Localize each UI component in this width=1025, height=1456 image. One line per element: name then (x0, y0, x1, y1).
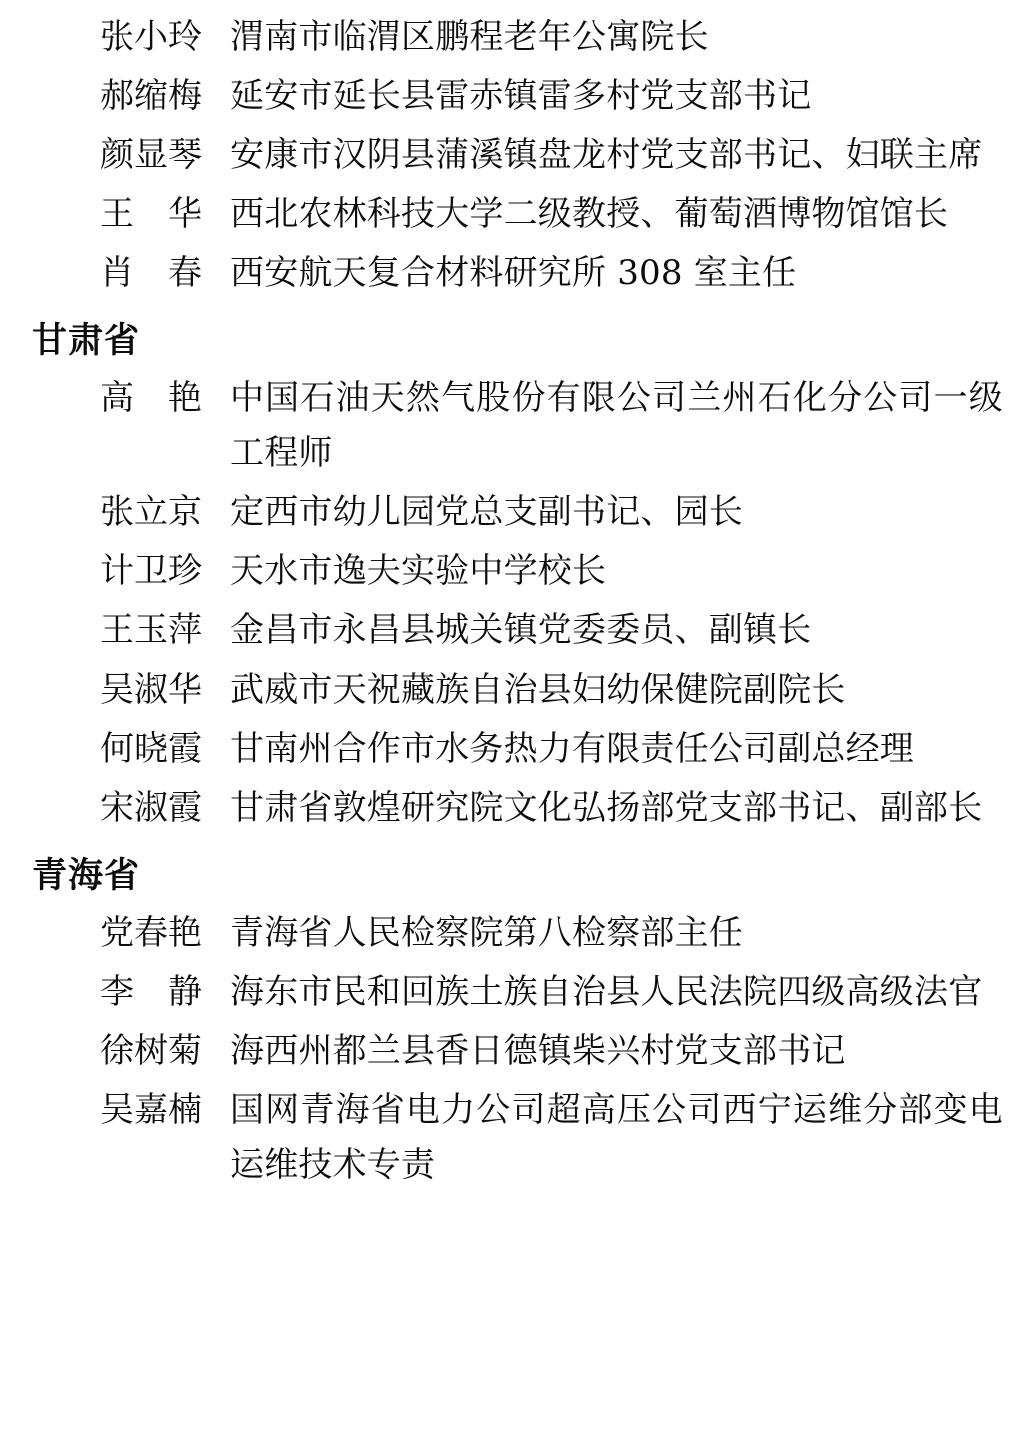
list-item (18, 371, 1003, 481)
list-item (18, 965, 1003, 1020)
list-item (18, 1024, 1003, 1079)
list-item (18, 781, 1003, 836)
entry-name: 王玉萍 (100, 610, 202, 651)
entry-title: 甘肃省敦煌研究院文化弘扬部党支部书记、副部长 (230, 787, 983, 828)
entry-name: 张小玲 (100, 17, 202, 57)
list-item (18, 10, 1003, 65)
entry-name: 徐树菊 (100, 1030, 202, 1071)
section-block-2 (18, 854, 1003, 1193)
entry-name: 李 静 (100, 971, 202, 1012)
entry-title: 天水市逸夫实验中学校长 (230, 551, 607, 592)
section-heading: 青海省 (32, 854, 141, 896)
list-item (18, 246, 1003, 301)
entry-title: 延安市延长县雷赤镇雷多村党支部书记 (230, 76, 812, 117)
entry-name: 颜显琴 (100, 135, 202, 176)
entry-title: 海东市民和回族土族自治县人民法院四级高级法官 (230, 971, 983, 1012)
entry-name: 吴淑华 (100, 669, 202, 710)
list-item (18, 544, 1003, 599)
list-item (18, 187, 1003, 242)
section-block-1 (18, 319, 1003, 835)
entry-name: 郝缩梅 (100, 76, 202, 117)
entry-title: 安康市汉阴县蒲溪镇盘龙村党支部书记、妇联主席 (230, 135, 983, 176)
entry-name: 张立京 (100, 492, 202, 533)
list-item (18, 69, 1003, 124)
list-item (18, 485, 1003, 540)
section-block-0 (18, 10, 1003, 301)
entry-name: 计卫珍 (100, 551, 202, 592)
entry-title: 西北农林科技大学二级教授、葡萄酒博物馆馆长 (230, 194, 949, 235)
entry-title: 西安航天复合材料研究所 308 室主任 (230, 253, 797, 294)
list-item (18, 906, 1003, 961)
entry-title: 中国石油天然气股份有限公司兰州石化分公司一级工程师 (230, 378, 1003, 474)
entry-name: 高 艳 (100, 378, 202, 419)
entry-title: 海西州都兰县香日德镇柴兴村党支部书记 (230, 1030, 846, 1071)
entry-name: 宋淑霞 (100, 787, 202, 828)
list-item (18, 603, 1003, 658)
entry-title: 金昌市永昌县城关镇党委委员、副镇长 (230, 610, 812, 651)
entry-name: 吴嘉楠 (100, 1089, 202, 1130)
entry-title: 渭南市临渭区鹏程老年公寓院长 (230, 17, 709, 57)
entry-title: 国网青海省电力公司超高压公司西宁运维分部变电运维技术专责 (230, 1089, 1003, 1185)
entry-name: 何晓霞 (100, 728, 202, 769)
list-item (18, 722, 1003, 777)
section-heading: 甘肃省 (32, 320, 141, 362)
entry-title: 青海省人民检察院第八检察部主任 (230, 912, 743, 953)
list-item (18, 663, 1003, 718)
list-item (18, 1083, 1003, 1193)
entry-title: 武威市天祝藏族自治县妇幼保健院副院长 (230, 669, 846, 710)
entry-title: 甘南州合作市水务热力有限责任公司副总经理 (230, 728, 914, 769)
entry-title: 定西市幼儿园党总支副书记、园长 (230, 492, 743, 533)
list-item (18, 128, 1003, 183)
entry-name: 肖 春 (100, 253, 202, 294)
entry-name: 党春艳 (100, 912, 202, 953)
entry-name: 王 华 (100, 194, 202, 235)
